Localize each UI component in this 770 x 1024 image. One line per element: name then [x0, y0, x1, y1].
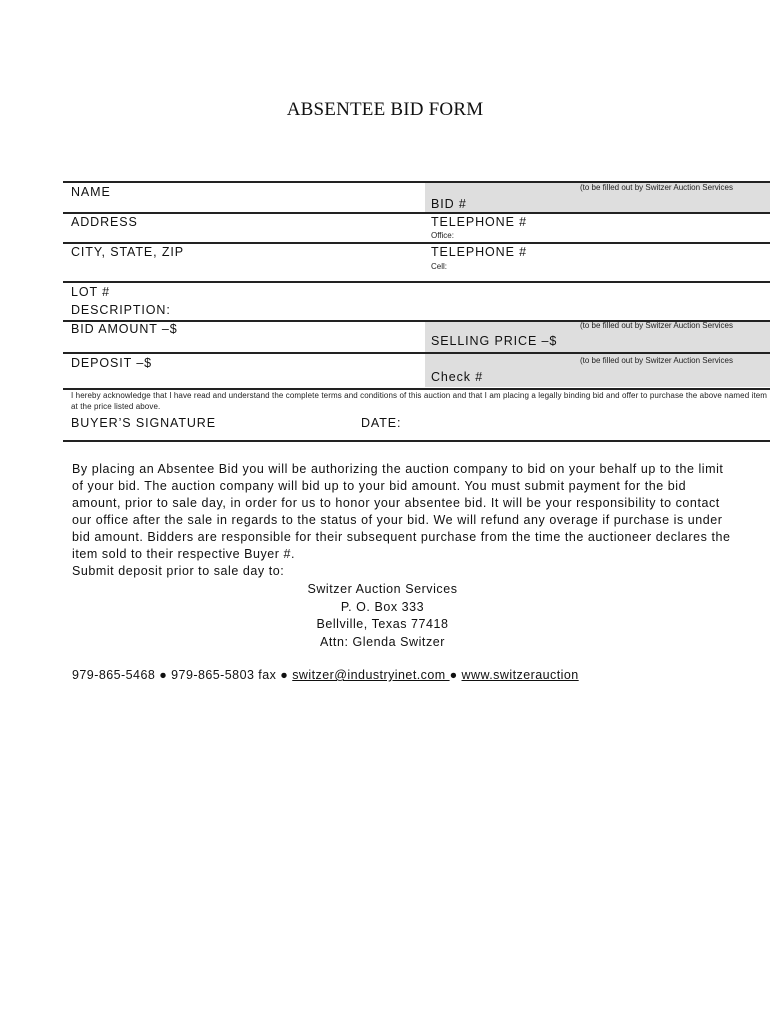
website-link[interactable]: www.switzerauction: [461, 668, 579, 682]
address-city: Bellville, Texas 77418: [316, 617, 449, 631]
page-title: ABSENTEE BID FORM: [286, 99, 484, 120]
office-use-note: (to be filled out by Switzer Auction Services: [580, 356, 733, 365]
bullet-separator: ●: [449, 668, 458, 682]
deposit-instruction: Submit deposit prior to sale day to:: [72, 564, 285, 578]
office-use-note: (to be filled out by Switzer Auction Services: [580, 183, 733, 192]
selling-price-label: SELLING PRICE –$: [431, 334, 558, 348]
date-field[interactable]: DATE:: [361, 416, 402, 430]
address-po-box: P. O. Box 333: [340, 599, 425, 614]
office-phone-label: Office:: [431, 231, 454, 240]
contact-line: [72, 668, 579, 682]
bullet-separator: ●: [280, 668, 289, 682]
instructions-paragraph: By placing an Absentee Bid you will be authorizing the auction company to bid on your behalf up to the limit of your bid. The auction company will bid up to your bid amount. You must submit payment for the bid amount, prior to sale day, in order for us to honor your absentee bid. It will be your responsibility to contact our office after the sale in regards to the status of your bid. We will refund any overage if purchase is under bid amount. Bidders are responsible for their subsequent purchase from the time the auctioneer declares the item sold to their respective Buyer #.: [72, 462, 731, 561]
city-state-zip-field[interactable]: CITY, STATE, ZIP: [71, 245, 185, 259]
buyer-signature-field[interactable]: BUYER’S SIGNATURE: [71, 416, 216, 430]
office-telephone-field[interactable]: TELEPHONE #: [431, 215, 528, 229]
form-rule: [63, 281, 770, 283]
form-rule: [63, 388, 770, 390]
bullet-separator: ●: [159, 668, 168, 682]
name-field[interactable]: NAME: [71, 185, 111, 199]
cell-telephone-field[interactable]: TELEPHONE #: [431, 245, 528, 259]
form-rule: [63, 242, 770, 244]
email-link[interactable]: switzer@industryinet.com: [292, 668, 450, 682]
deposit-field[interactable]: DEPOSIT –$: [71, 356, 153, 370]
address-company: Switzer Auction Services: [307, 582, 458, 596]
acknowledgement-text: I hereby acknowledge that I have read and understand the complete terms and conditions of this auction and that I am placing a legally binding bid and offer to purchase the above named item at the price listed above.: [71, 391, 768, 411]
check-number-label: Check #: [431, 370, 484, 384]
bid-form: [63, 181, 770, 442]
bid-number-label: BID #: [431, 197, 467, 211]
lot-number-field[interactable]: LOT #: [71, 285, 111, 299]
office-use-note: (to be filled out by Switzer Auction Services: [580, 321, 733, 330]
form-rule: [63, 440, 770, 442]
description-field[interactable]: DESCRIPTION:: [71, 303, 171, 317]
cell-phone-label: Cell:: [431, 262, 448, 271]
mailing-address: [240, 581, 525, 651]
form-rule: [63, 212, 770, 214]
form-rule: [63, 352, 770, 354]
address-attn: Attn: Glenda Switzer: [320, 634, 445, 649]
fax-number: 979-865-5803 fax: [171, 668, 277, 682]
address-field[interactable]: ADDRESS: [71, 215, 138, 229]
bid-amount-field[interactable]: BID AMOUNT –$: [71, 322, 178, 336]
phone-number: 979-865-5468: [72, 668, 156, 682]
instructions-text: [72, 461, 732, 580]
